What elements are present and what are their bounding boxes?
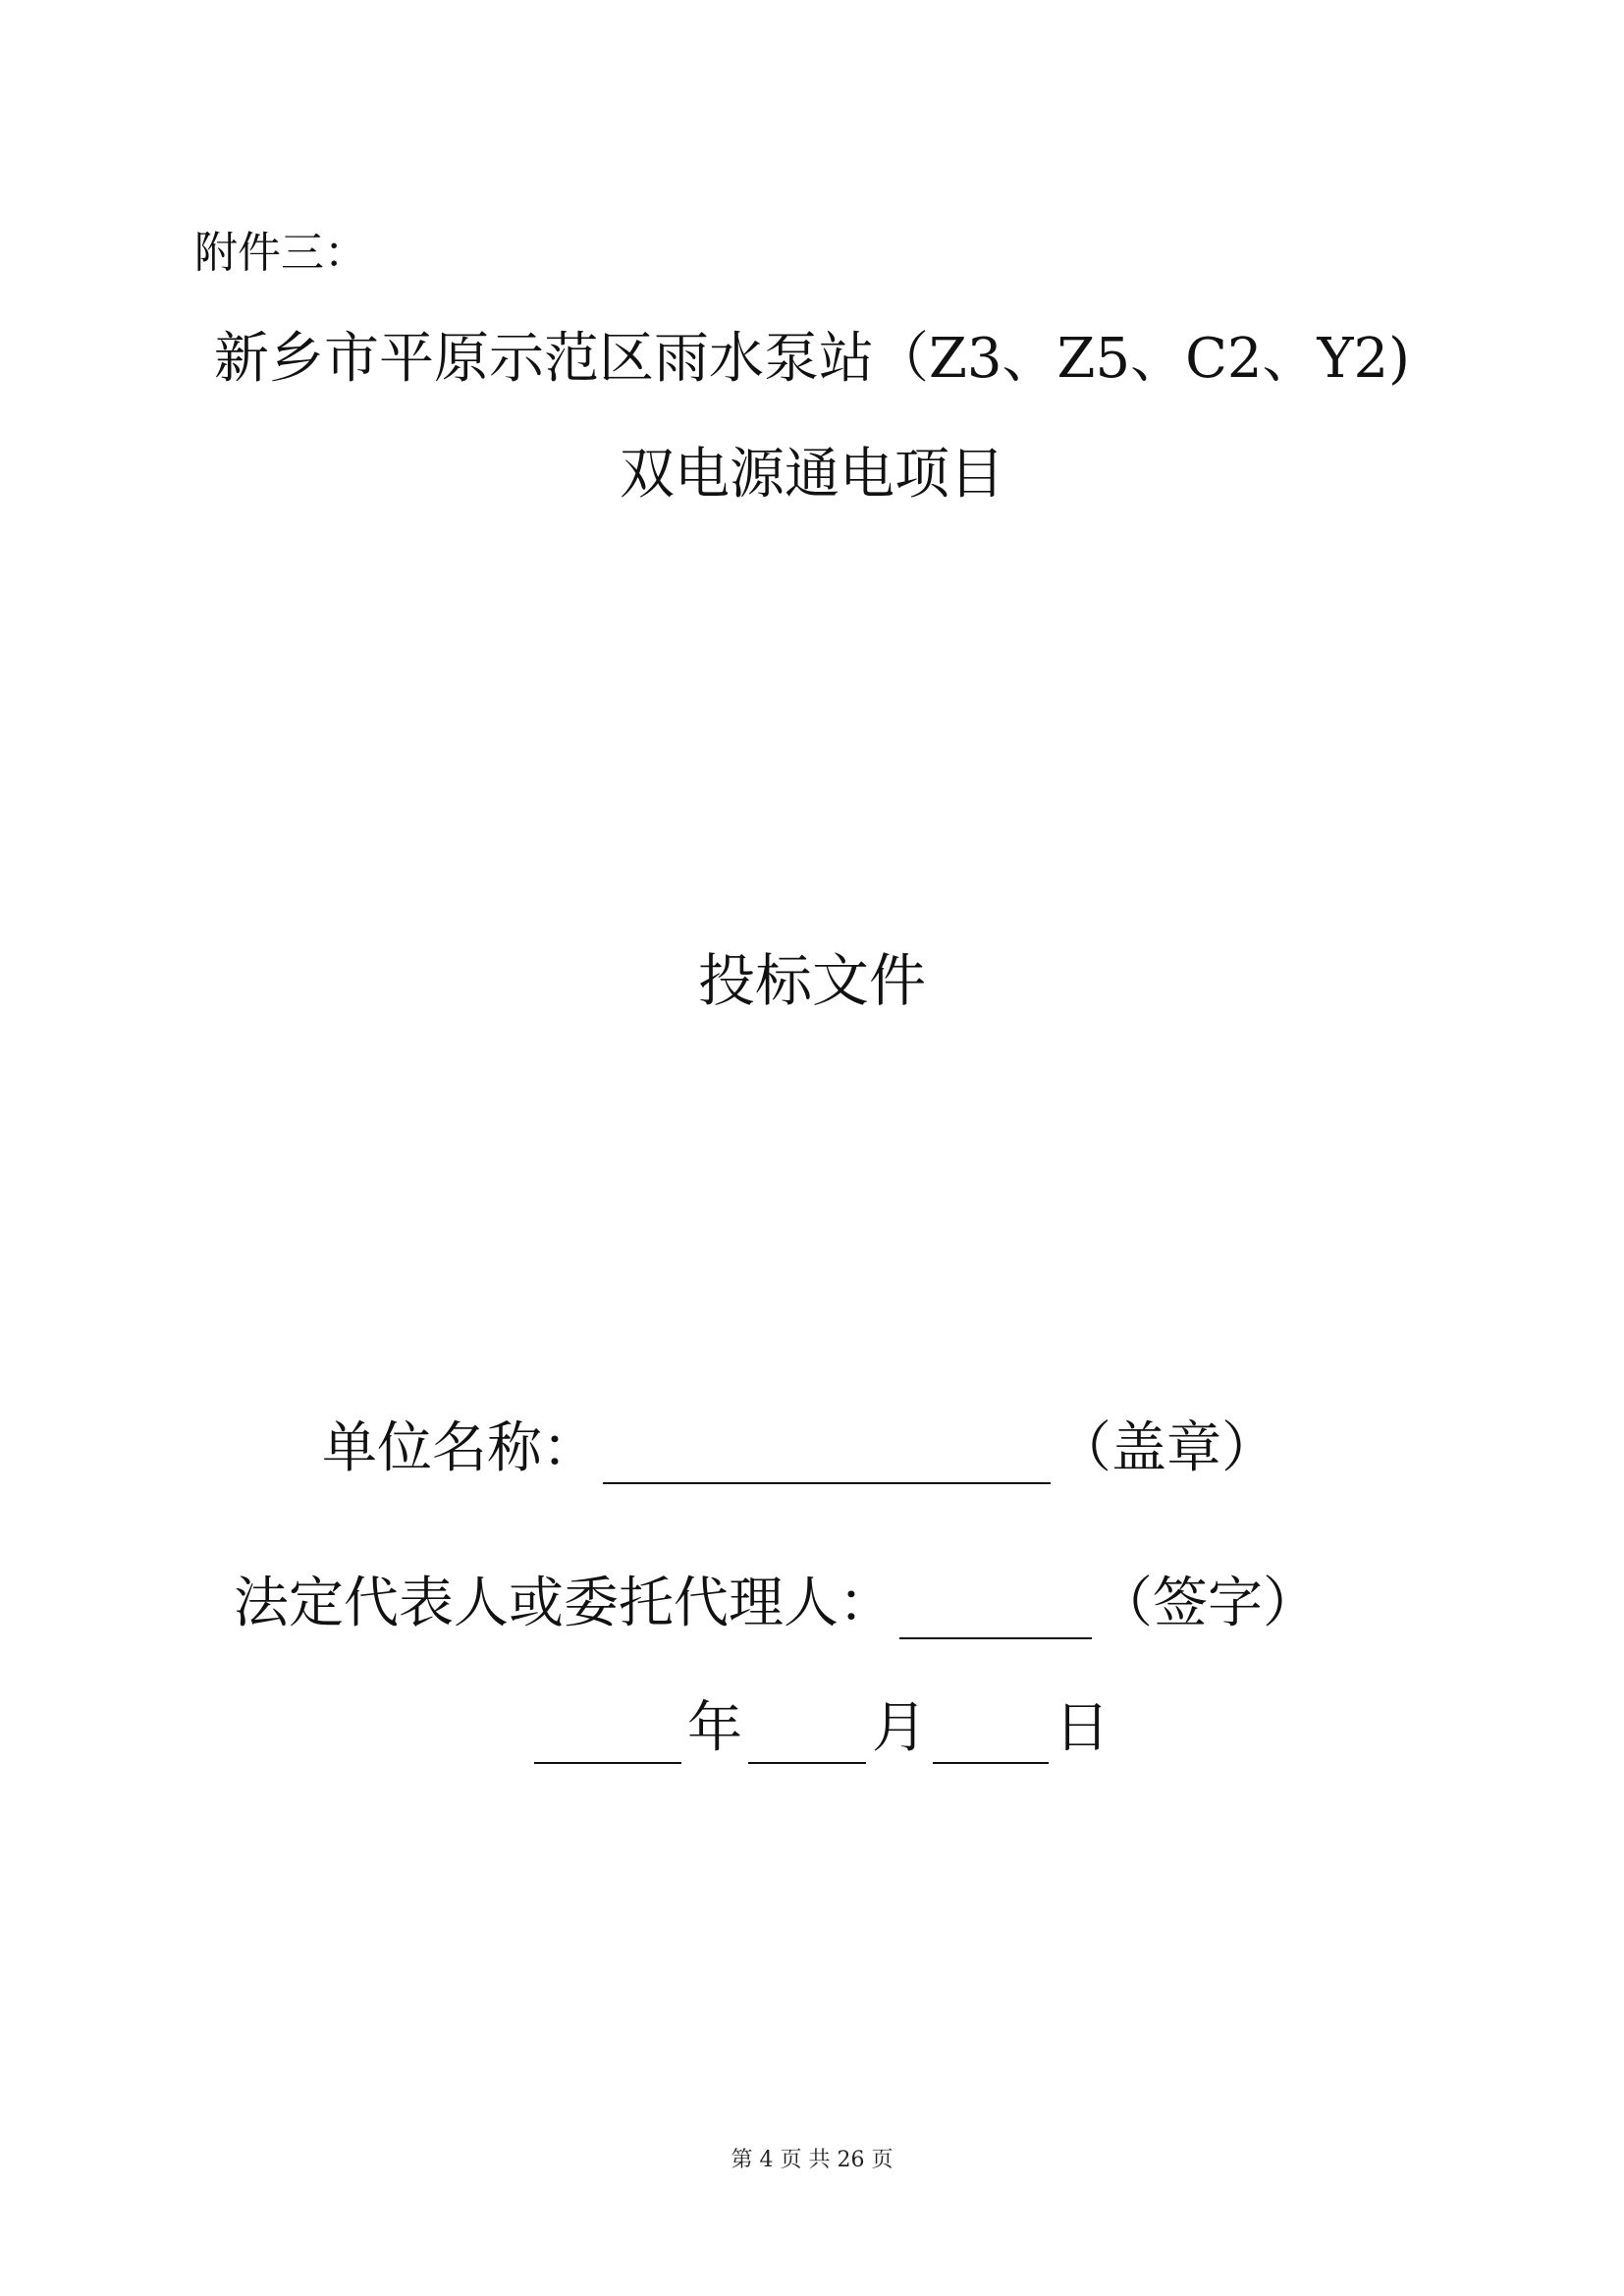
legal-representative-sign-note: （签字） — [1098, 1572, 1318, 1635]
day-label: 日 — [1055, 1696, 1110, 1760]
document-title-line-1: 新乡市平原示范区雨水泵站（Z3、Z5、C2、Y2) — [214, 327, 1410, 391]
unit-name-label: 单位名称： — [322, 1416, 597, 1480]
document-title-line-2: 双电源通电项目 — [620, 443, 1004, 507]
legal-representative-label: 法定代表人或委托代理人： — [234, 1572, 893, 1635]
date-row — [534, 1693, 1110, 1764]
unit-name-row — [322, 1414, 1276, 1484]
attachment-label: 附件三： — [194, 228, 367, 278]
legal-representative-blank — [899, 1580, 1092, 1639]
day-blank — [933, 1705, 1049, 1764]
month-label: 月 — [872, 1696, 927, 1760]
unit-name-seal-note: （盖章） — [1056, 1416, 1276, 1480]
year-blank — [534, 1705, 681, 1764]
month-blank — [748, 1705, 866, 1764]
page-footer: 第 4 页 共 26 页 — [731, 2148, 893, 2172]
unit-name-blank — [603, 1425, 1051, 1484]
legal-representative-row — [234, 1569, 1318, 1639]
document-type-heading: 投标文件 — [697, 947, 926, 1014]
year-label: 年 — [687, 1696, 742, 1760]
